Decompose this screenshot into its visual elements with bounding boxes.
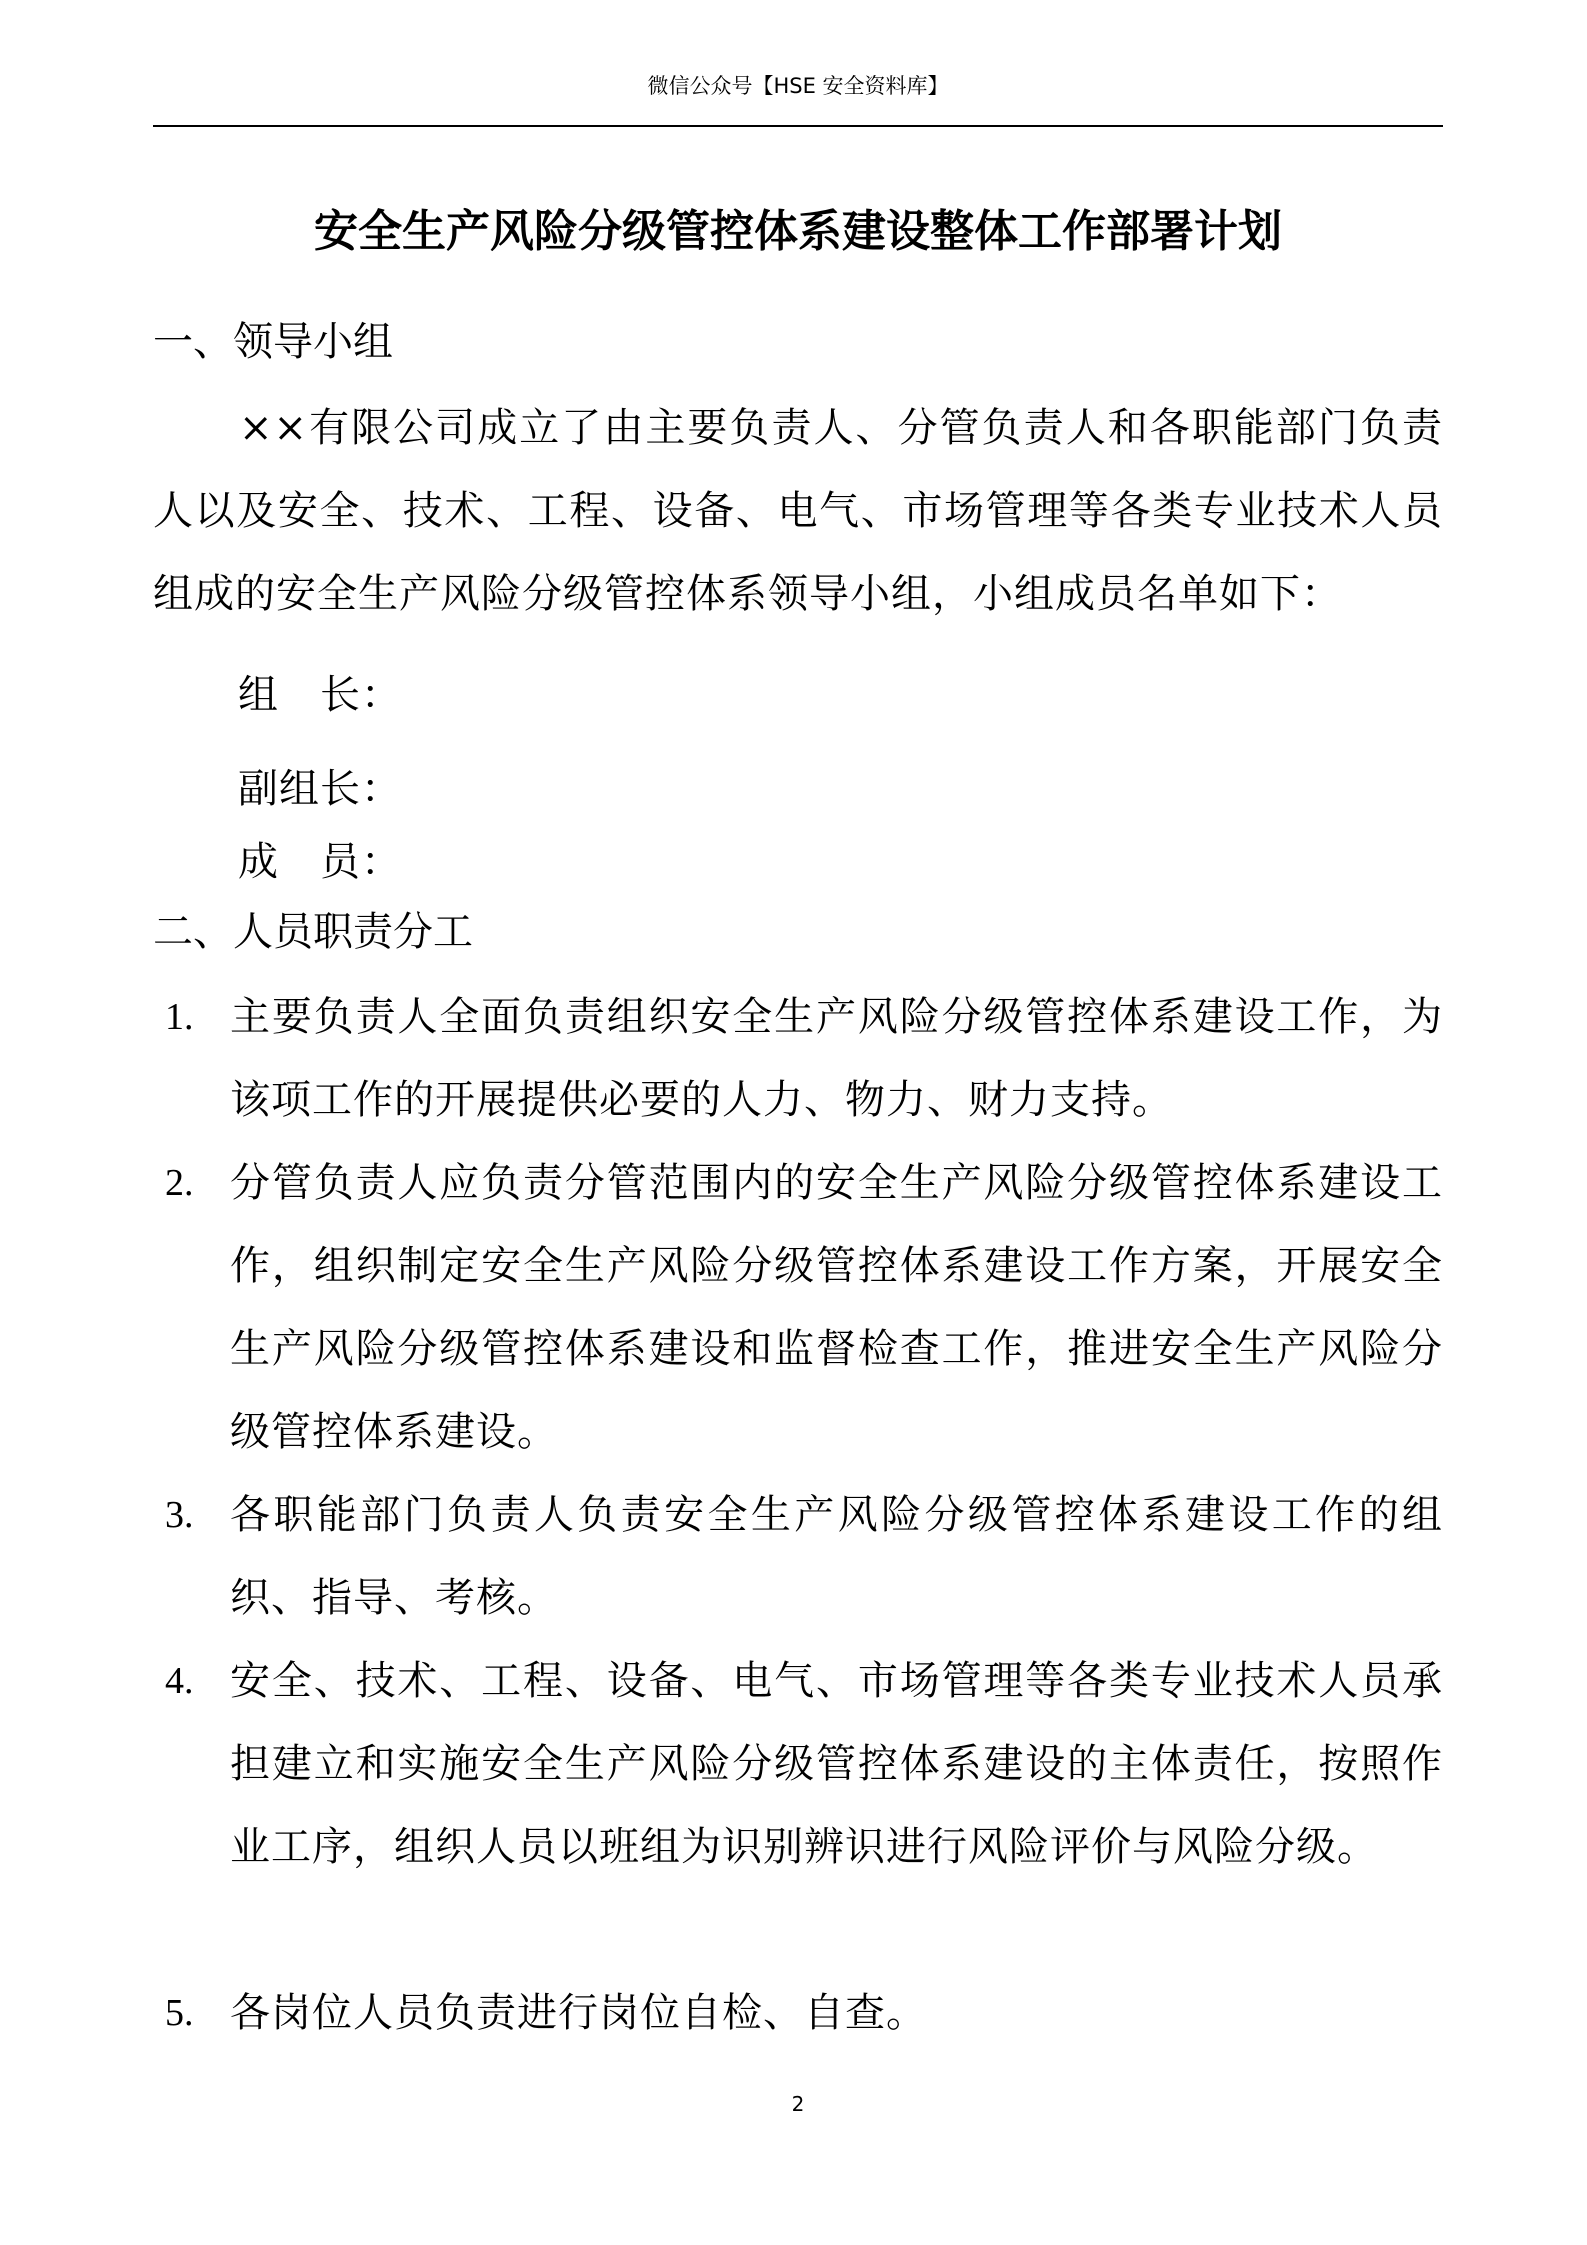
leadership-paragraph: ××有限公司成立了由主要负责人、分管负责人和各职能部门负责人以及安全、技术、工程、设备、电气、市场管理等各类专业技术人员组成的安全生产风险分级管控体系领导小组，小组成员名单如下： (153, 405, 1443, 617)
member-line-members (238, 834, 402, 890)
list-number: 2. (165, 1162, 194, 1204)
list-text: 各岗位人员负责进行岗位自检、自查。 (230, 1990, 927, 2036)
member-label: 组 长： (238, 672, 402, 718)
document-title: 安全生产风险分级管控体系建设整体工作部署计划 (314, 206, 1282, 257)
list-number: 3. (165, 1494, 194, 1536)
member-line-leader (238, 667, 402, 723)
list-item (165, 1640, 1443, 1889)
page-number: 2 (791, 2092, 805, 2116)
list-number: 4. (165, 1660, 194, 1702)
list-item (165, 1474, 1443, 1640)
page-header: 微信公众号【HSE 安全资料库】 (647, 74, 949, 98)
section-heading-duties: 二、人员职责分工 (153, 909, 473, 955)
list-text: 各职能部门负责人负责安全生产风险分级管控体系建设工作的组织、指导、考核。 (230, 1492, 1443, 1621)
list-text: 主要负责人全面负责组织安全生产风险分级管控体系建设工作，为该项工作的开展提供必要的人力、物力、财力支持。 (230, 994, 1443, 1123)
member-label: 成 员： (238, 839, 402, 885)
list-item (165, 1142, 1443, 1474)
list-number: 1. (165, 996, 194, 1038)
list-number: 5. (165, 1992, 194, 2034)
member-line-deputy (238, 761, 402, 817)
list-item (165, 1972, 1443, 2055)
list-item (165, 976, 1443, 1142)
section-heading-leadership: 一、领导小组 (153, 319, 393, 365)
header-divider (153, 125, 1443, 127)
list-text: 分管负责人应负责分管范围内的安全生产风险分级管控体系建设工作，组织制定安全生产风险分级管控体系建设工作方案，开展安全生产风险分级管控体系建设和监督检查工作，推进安全生产风险分级管控体系建设。 (230, 1160, 1443, 1455)
list-text: 安全、技术、工程、设备、电气、市场管理等各类专业技术人员承担建立和实施安全生产风险分级管控体系建设的主体责任，按照作业工序，组织人员以班组为识别辨识进行风险评价与风险分级。 (230, 1658, 1443, 1870)
member-label: 副组长： (238, 766, 402, 812)
